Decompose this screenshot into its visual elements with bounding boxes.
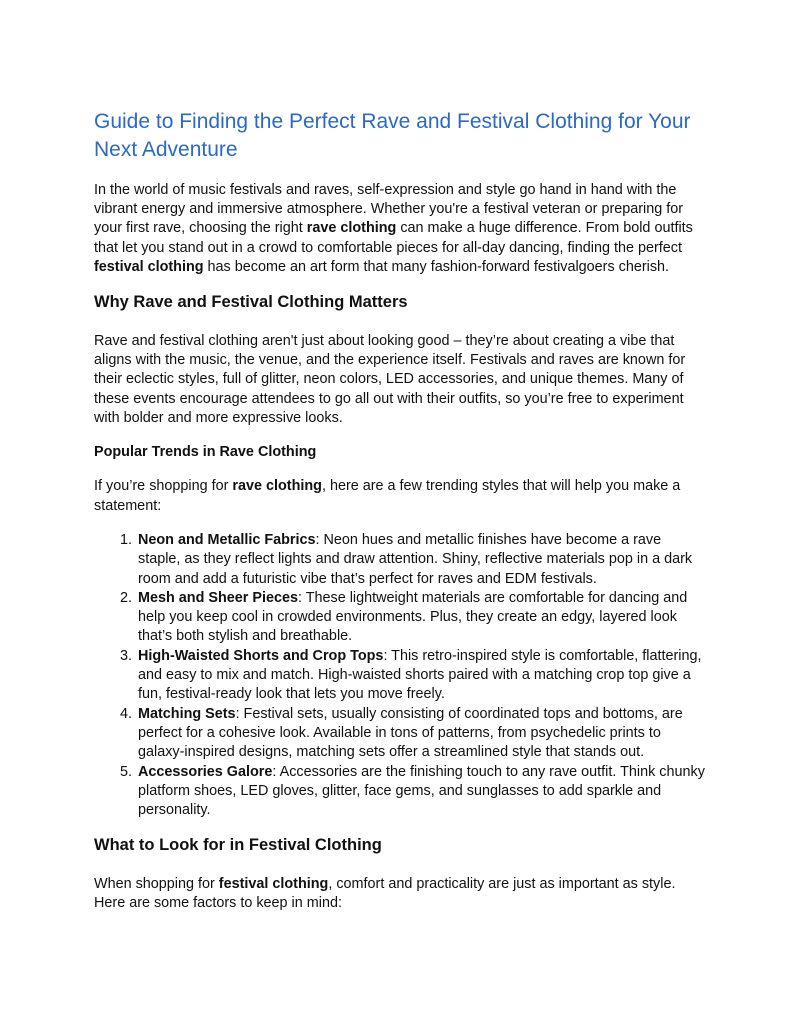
- document-title: Guide to Finding the Perfect Rave and Festival Clothing for Your Next Adventure: [94, 110, 691, 162]
- section-heading-why-matters: Why Rave and Festival Clothing Matters: [94, 293, 408, 312]
- list-item-matching-sets: 4. Matching Sets: Festival sets, usually consisting of coordinated tops and bottoms, are perfect for a cohesive look. Available in tons of patterns, from psychedelic prints to galaxy-inspired designs, matching sets offer a streamlined style that stands out.: [136, 705, 706, 763]
- list-item-neon-metallic: 1. Neon and Metallic Fabrics: Neon hues and metallic finishes have become a rave staple, as they reflect lights and draw attention. Shiny, reflective materials pop in a dark room and add a futuristic vibe that’s perfect for raves and EDM festivals.: [136, 531, 706, 589]
- list-item-accessories: 5. Accessories Galore: Accessories are the finishing touch to any rave outfit. Think chunky platform shoes, LED gloves, glitter, face gems, and sunglasses to add sparkle and personality.: [136, 763, 706, 821]
- trend-list: [94, 531, 706, 820]
- intro-paragraph: In the world of music festivals and raves, self-expression and style go hand in hand with the vibrant energy and immersive atmosphere. Whether you're a festival veteran or preparing for your first rave, choosing the right rave clothing can make a huge difference. From bold outfits that let you stand out in a crowd to comfortable pieces for all-day dancing, finding the perfect festival clothing has become an art form that many fashion-forward festivalgoers cherish.: [94, 181, 693, 275]
- trends-intro-paragraph: If you’re shopping for rave clothing, here are a few trending styles that will help you make a statement:: [94, 478, 681, 514]
- section-heading-what-to-look-for: What to Look for in Festival Clothing: [94, 836, 382, 855]
- subsection-heading-popular-trends: Popular Trends in Rave Clothing: [94, 444, 317, 461]
- list-item-mesh-sheer: 2. Mesh and Sheer Pieces: These lightweight materials are comfortable for dancing and help you keep cool in crowded environments. Plus, they create an edgy, layered look that’s both stylish and breathable.: [136, 589, 706, 647]
- list-item-high-waisted: 3. High-Waisted Shorts and Crop Tops: This retro-inspired style is comfortable, flattering, and easy to mix and match. High-waisted shorts paired with a matching crop top give a fun, festival-ready look that lets you move freely.: [136, 647, 706, 705]
- look-for-paragraph: When shopping for festival clothing, comfort and practicality are just as important as style. Here are some factors to keep in mind:: [94, 875, 676, 912]
- why-matters-paragraph: Rave and festival clothing aren't just about looking good – they’re about creating a vibe that aligns with the music, the venue, and the experience itself. Festivals and raves are known for their eclectic styles, full of glitter, neon colors, LED accessories, and unique themes. Many of these events encourage attendees to go all out with their outfits, so you’re free to experiment with bolder and more expressive looks.: [94, 332, 686, 426]
